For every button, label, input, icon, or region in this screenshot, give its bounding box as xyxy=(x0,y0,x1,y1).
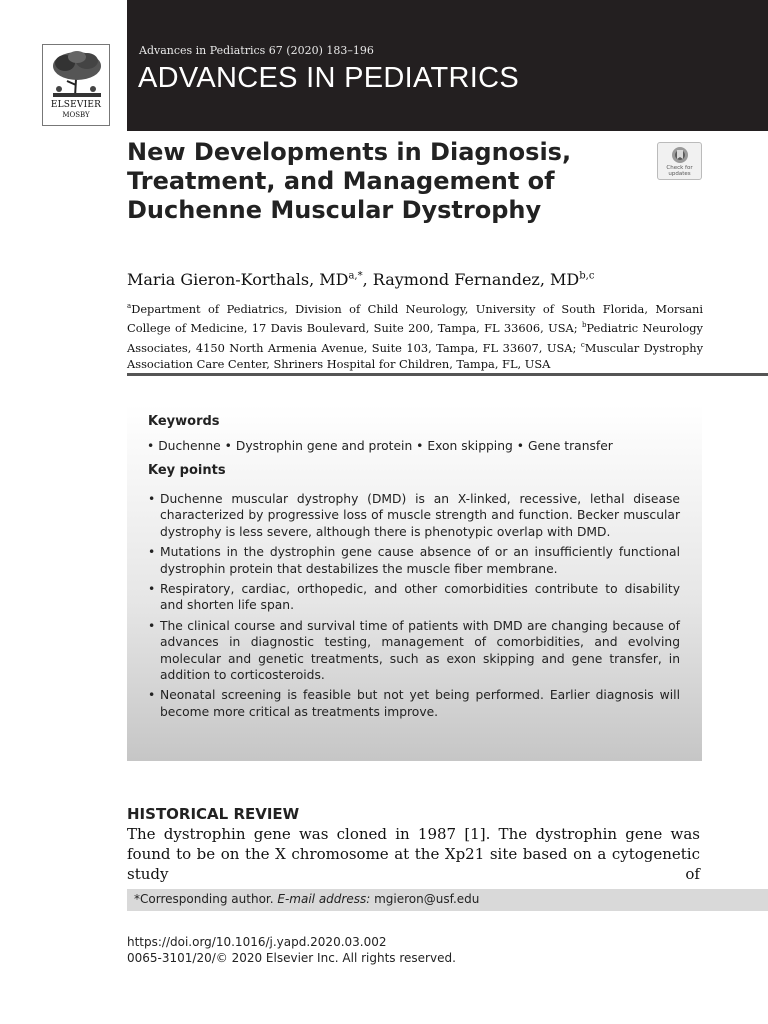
keyword[interactable]: Dystrophin gene and protein xyxy=(235,439,413,453)
affiliation-text: Muscular Dystrophy Association Care Center, Shriners Hospital for Children, Tampa, FL, USA xyxy=(127,340,704,371)
footnote-prefix: *Corresponding author. xyxy=(134,892,278,906)
author-name[interactable]: Raymond Fernandez, MD xyxy=(372,270,580,289)
check-for-updates-button[interactable] xyxy=(657,142,702,180)
keypoint-item: • Respiratory, cardiac, orthopedic, and other comorbidities contribute to disability and shorten life span. xyxy=(148,581,680,614)
keypoint-item: • Duchenne muscular dystrophy (DMD) is an X-linked, recessive, lethal disease characterized by progressive loss of muscle strength and function. Becker muscular dystrophy is less severe, although there is phenotypic overlap with DMD. xyxy=(148,491,680,540)
keyword[interactable]: Exon skipping xyxy=(427,439,513,453)
keywords-heading: Keywords xyxy=(148,414,220,429)
keywords-keypoints-box xyxy=(127,405,702,761)
publisher-logo xyxy=(42,44,110,126)
footnote xyxy=(127,889,768,911)
author-name[interactable]: Maria Gieron-Korthals, MD xyxy=(127,270,349,289)
affiliation-text: Department of Pediatrics, Division of Child Neurology, University of South Florida, Morsani College of Medicine, 17 Davis Boulevard, Suite 200, Tampa, FL 33606, USA; xyxy=(127,301,703,336)
publisher-imprint: MOSBY xyxy=(62,111,90,119)
publisher-name: ELSEVIER xyxy=(50,100,102,110)
check-updates-line2: updates xyxy=(668,171,691,177)
keyword-bullet: • xyxy=(224,439,232,453)
affiliation-text: Pediatric Neurology Associates, 4150 North Armenia Avenue, Suite 103, Tampa, FL 33607, USA; xyxy=(127,321,703,355)
affiliation-mark: b xyxy=(581,321,587,330)
keypoints-heading: Key points xyxy=(148,463,226,478)
author-affiliation-marks: b,c xyxy=(579,270,595,282)
affiliation-mark: a xyxy=(127,302,132,310)
doi-link[interactable]: https://doi.org/10.1016/j.yapd.2020.03.002 xyxy=(127,935,387,949)
keywords-list xyxy=(147,439,613,453)
keypoints-list xyxy=(148,491,680,724)
keyword-bullet: • xyxy=(416,439,424,453)
email-label: E-mail address: xyxy=(277,892,371,906)
keyword-bullet: • xyxy=(147,439,155,453)
affiliation-mark: c xyxy=(580,340,585,349)
affiliations xyxy=(127,298,703,372)
keypoint-item: • The clinical course and survival time of patients with DMD are changing because of advances in diagnostic testing, management of comorbidities, and evolving molecular and genetic treatments, such as exon skipping and gene transfer, in addition to corticosteroids. xyxy=(148,618,680,684)
keyword-bullet: • xyxy=(516,439,525,453)
corresponding-email-link[interactable]: mgieron@usf.edu xyxy=(374,892,480,906)
check-updates-line1: Check for xyxy=(666,165,693,171)
journal-citation: Advances in Pediatrics 67 (2020) 183–196 xyxy=(139,44,374,57)
article-title: New Developments in Diagnosis, Treatment, and Management of Duchenne Muscular Dystrophy xyxy=(127,138,572,224)
section-heading: HISTORICAL REVIEW xyxy=(127,805,300,823)
keyword[interactable]: Gene transfer xyxy=(527,439,613,453)
divider xyxy=(127,373,768,376)
journal-name: ADVANCES IN PEDIATRICS xyxy=(138,62,519,94)
body-paragraph: The dystrophin gene was cloned in 1987 [1]. The dystrophin gene was found to be on the X chromosome at the Xp21 site based on a cytogenetic study of xyxy=(127,825,700,883)
author-affiliation-marks: a,* xyxy=(348,270,363,282)
elsevier-tree-icon xyxy=(49,49,105,99)
keyword[interactable]: Duchenne xyxy=(158,439,221,453)
bookmark-ribbon-icon xyxy=(670,146,690,164)
keypoint-item: • Neonatal screening is feasible but not yet being performed. Earlier diagnosis will become more critical as treatments improve. xyxy=(148,687,680,720)
author-list: Maria Gieron-Korthals, $MD^{a,*}$, Raymond Fernandez, MD$^{b,c}$ xyxy=(127,270,595,289)
copyright-line: 0065-3101/20/© 2020 Elsevier Inc. All rights reserved. xyxy=(127,951,456,965)
keypoint-item: • Mutations in the dystrophin gene cause absence of or an insufficiently functional dystrophin protein that destabilizes the muscle fiber membrane. xyxy=(148,544,680,577)
